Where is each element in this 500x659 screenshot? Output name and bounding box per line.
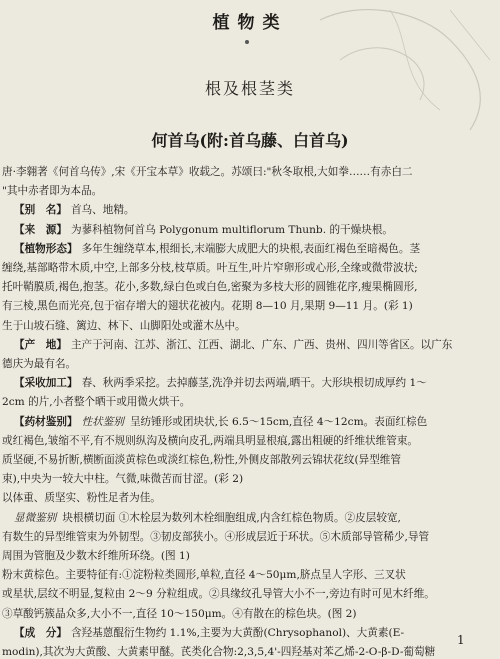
section-label: 【来 源】 (14, 223, 67, 236)
category-heading: 植物类 (212, 13, 288, 33)
text-line (0, 357, 500, 371)
entry-title: 何首乌(附:首乌藤、白首乌) (151, 131, 349, 150)
text-line (0, 242, 500, 256)
line-text: 呈纺锤形或团块状,长 6.5～15cm,直径 4～12cm。表面红棕色 (129, 415, 428, 428)
section-label: 【药材鉴别】 (14, 415, 78, 428)
line-text: 周围为管胞及少数木纤维所环绕。(图 1) (2, 550, 190, 562)
line-text: 有数生的异型维管束为外韧型。③韧皮部狭小。④形成层近于环状。⑤木质部导管稀少,导管 (2, 530, 430, 543)
line-text: 德庆为最有名。 (2, 358, 77, 370)
line-text: 以体重、质坚实、粉性足者为佳。 (2, 492, 161, 505)
text-line (0, 165, 500, 179)
text-line (0, 607, 500, 621)
line-text: 春、秋两季采挖。去掉藤茎,洗净并切去两端,晒干。大形块根切成厚约 1～ (81, 377, 427, 390)
text-line (0, 261, 500, 275)
section-label: 【植物形态】 (14, 242, 78, 255)
page-number: 1 (457, 633, 465, 647)
text-line (0, 434, 500, 448)
line-text: 多年生缠绕草本,根细长,末端膨大成肥大的块根,表面红褐色至暗褐色。茎 (81, 242, 421, 255)
line-text: ③草酸钙簇晶众多,大小不一,直径 10～150μm。④有散在的棕色块。(图 2) (2, 607, 357, 620)
text-line (0, 626, 500, 640)
text-line (0, 203, 500, 217)
line-text: modin),其次为大黄酸、大黄素甲醚。芪类化合物:2,3,5,4'-四羟基对苯乙烯-2-O-β-D-葡萄糖 (2, 646, 436, 658)
text-line (0, 530, 500, 544)
line-text: 块根横切面 ①木栓层为数列木栓细胞组成,内含红棕色物质。②皮层较宽, (62, 511, 401, 524)
text-line (0, 472, 500, 486)
line-text: 或红褐色,皱缩不平,有不规则纵沟及横向皮孔,两端具明显根痕,露出粗硬的纤维状维管束。 (2, 434, 419, 447)
text-line (0, 184, 500, 198)
text-line (0, 549, 500, 563)
text-line (0, 223, 500, 237)
line-text: 束),中央为一较大中柱。气微,味微苦而甘涩。(彩 2) (2, 473, 244, 486)
line-text: 粉末黄棕色。主要特征有:①淀粉粒类圆形,单粒,直径 4～50μm,脐点呈人字形、三叉状 (2, 569, 406, 582)
text-line (0, 511, 500, 525)
line-text: 生于山坡石缝、篱边、林下、山脚阳处或灌木丛中。 (2, 319, 246, 332)
text-line (0, 299, 500, 313)
section-label: 【别 名】 (14, 204, 67, 217)
text-line (0, 415, 500, 429)
section-label: 【产 地】 (14, 338, 67, 351)
text-line (0, 645, 500, 659)
line-text: 主产于河南、江苏、浙江、江西、湖北、广东、广西、贵州、四川等省区。以广东 (70, 338, 453, 351)
text-line (0, 376, 500, 390)
text-line (0, 568, 500, 582)
line-text: 首乌、地精。 (70, 204, 135, 217)
line-text: 2cm 的片,小者整个晒干或用微火烘干。 (2, 396, 191, 409)
subcategory-heading: 根及根茎类 (204, 79, 295, 98)
section-label: 【成 分】 (14, 626, 67, 639)
line-text: 托叶鞘膜质,褐色,抱茎。花小,多数,绿白色或白色,密聚为多枝大形的圆锥花序,瘦果椭圆形, (2, 281, 418, 294)
line-text: 唐·李翱著《何首乌传》,宋《开宝本草》收载之。苏颂曰:"秋冬取根,大如拳……有赤白二 (2, 166, 413, 178)
line-text: 有三棱,黑色而光亮,包于宿存增大的翅状花被内。花期 8—10 月,果期 9—11 月。(彩 1) (2, 300, 413, 313)
divider-dot (245, 40, 249, 44)
text-line (0, 587, 500, 601)
text-line (0, 338, 500, 352)
text-line (0, 319, 500, 333)
line-text: 缠绕,基部略带木质,中空,上部多分枝,枝草质。叶互生,叶片窄卵形或心形,全缘或微带波状; (2, 262, 418, 274)
line-text: 含羟基蒽醌衍生物约 1.1%,主要为大黄酚(Chrysophanol)、大黄素(E- (70, 626, 405, 639)
section-label: 【采收加工】 (14, 377, 78, 390)
text-line (0, 280, 500, 294)
line-text: 或星状,层纹不明显,复粒由 2～9 分粒组成。②具缘纹孔导管大小不一,旁边有时可见木纤维。 (2, 588, 435, 601)
line-text: "其中赤者即为本品。 (2, 185, 103, 198)
line-text: 质坚硬,不易折断,横断面淡黄棕色或淡红棕色,粉性,外侧皮部散列云锦状花纹(异型维管 (2, 454, 401, 466)
sub-section-label: 性状鉴别 (81, 415, 124, 428)
sub-section-label: 显微鉴别 (14, 511, 57, 524)
text-line (0, 491, 500, 505)
text-line (0, 453, 500, 467)
line-text: 为蓼科植物何首乌 Polygonum multiflorum Thunb. 的干燥块根。 (70, 223, 394, 236)
text-line (0, 395, 500, 409)
